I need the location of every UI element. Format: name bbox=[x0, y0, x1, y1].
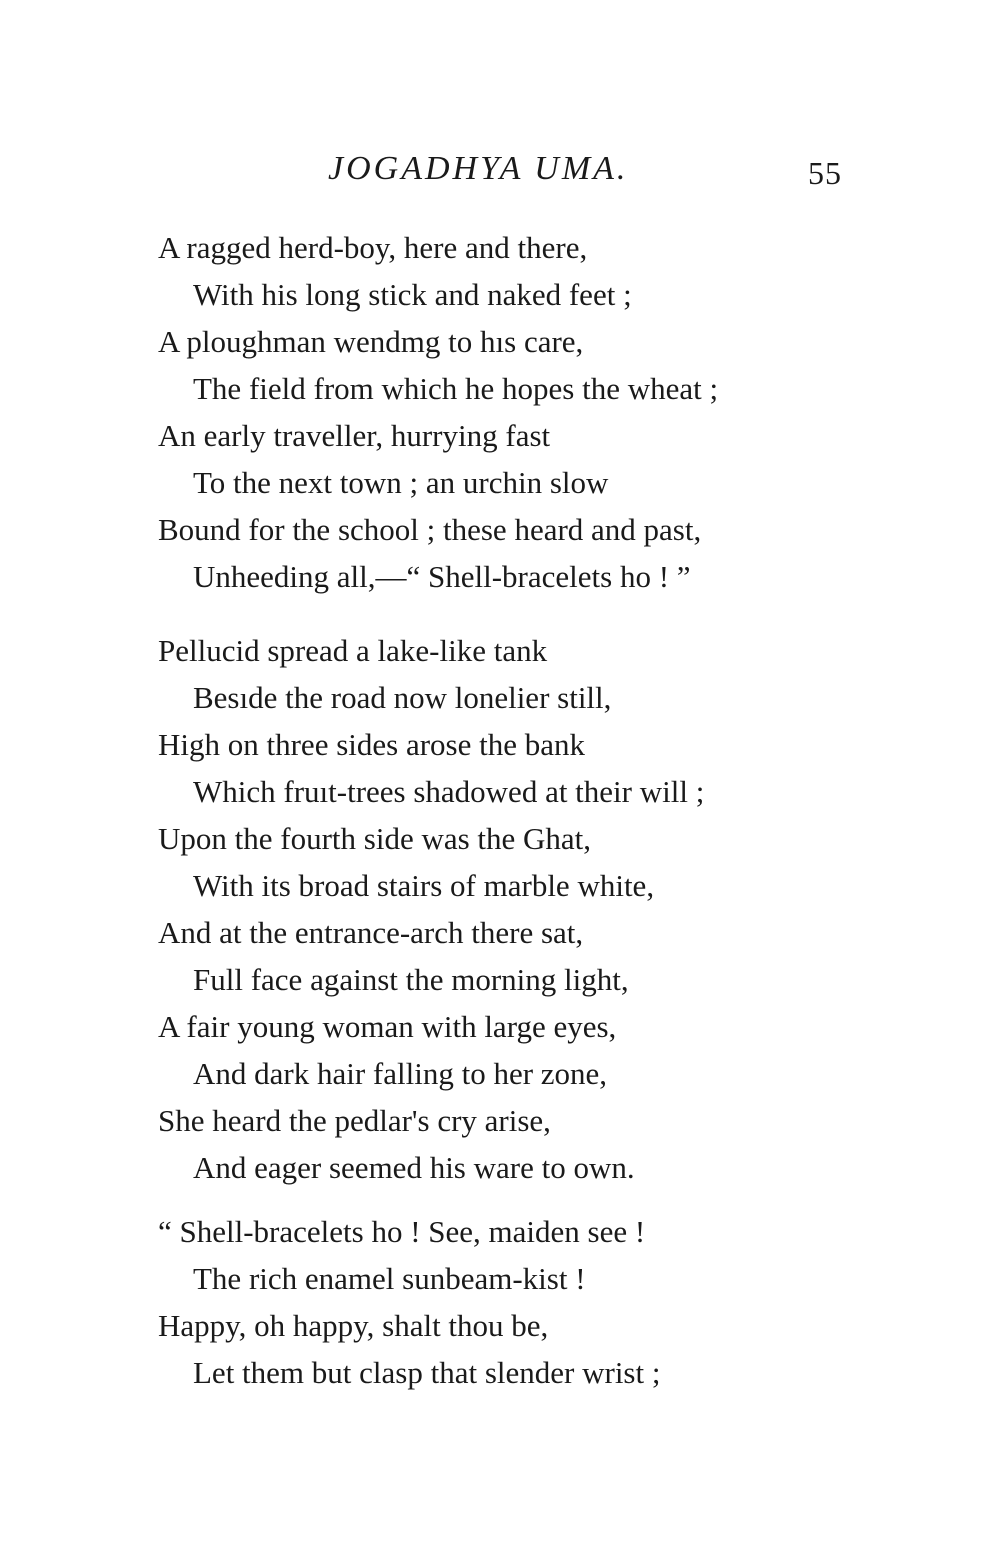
running-head bbox=[0, 150, 1000, 200]
poem-line: She heard the pedlar's cry arise, bbox=[158, 1103, 551, 1138]
poem-line: An early traveller, hurrying fast bbox=[158, 418, 551, 453]
poem-line: With his long stick and naked feet ; bbox=[193, 277, 632, 312]
poem-line: A ragged herd-boy, here and there, bbox=[158, 230, 588, 265]
poem-line: High on three sides arose the bank bbox=[158, 727, 585, 762]
poem-line: And eager seemed his ware to own. bbox=[193, 1150, 635, 1185]
poem-line: Full face against the morning light, bbox=[193, 962, 629, 997]
poem-line: Happy, oh happy, shalt thou be, bbox=[158, 1308, 549, 1343]
poem-line: A fair young woman with large eyes, bbox=[158, 1009, 617, 1044]
stanza bbox=[158, 1208, 858, 1396]
poem-line: And dark hair falling to her zone, bbox=[193, 1056, 608, 1091]
poem-line: Unheeding all,—“ Shell-bracelets ho ! ” bbox=[193, 559, 691, 594]
page-number: 55 bbox=[808, 155, 842, 191]
running-title: JOGADHYA UMA. bbox=[328, 150, 629, 187]
poem-line: Pellucid spread a lake-like tank bbox=[158, 633, 548, 668]
poem-line: “ Shell-bracelets ho ! See, maiden see ! bbox=[158, 1214, 646, 1249]
poem-line: And at the entrance-arch there sat, bbox=[158, 915, 584, 950]
poem-line: Upon the fourth side was the Ghat, bbox=[158, 821, 592, 856]
poem-line: Besıde the road now lonelier still, bbox=[193, 680, 612, 715]
stanza bbox=[158, 224, 858, 600]
poem-line: A ploughman wendmg to hıs care, bbox=[158, 324, 584, 359]
poem-line: Which fruıt-trees shadowed at their will ; bbox=[193, 774, 705, 809]
poem-line: Let them but clasp that slender wrist ; bbox=[193, 1355, 661, 1390]
poem-line: Bound for the school ; these heard and past, bbox=[158, 512, 702, 547]
poem-line: To the next town ; an urchin slow bbox=[193, 465, 609, 500]
poem-line: The field from which he hopes the wheat ; bbox=[193, 371, 719, 406]
poem-line: The rich enamel sunbeam-kist ! bbox=[193, 1261, 586, 1296]
stanza bbox=[158, 627, 858, 1191]
poem-line: With its broad stairs of marble white, bbox=[193, 868, 655, 903]
